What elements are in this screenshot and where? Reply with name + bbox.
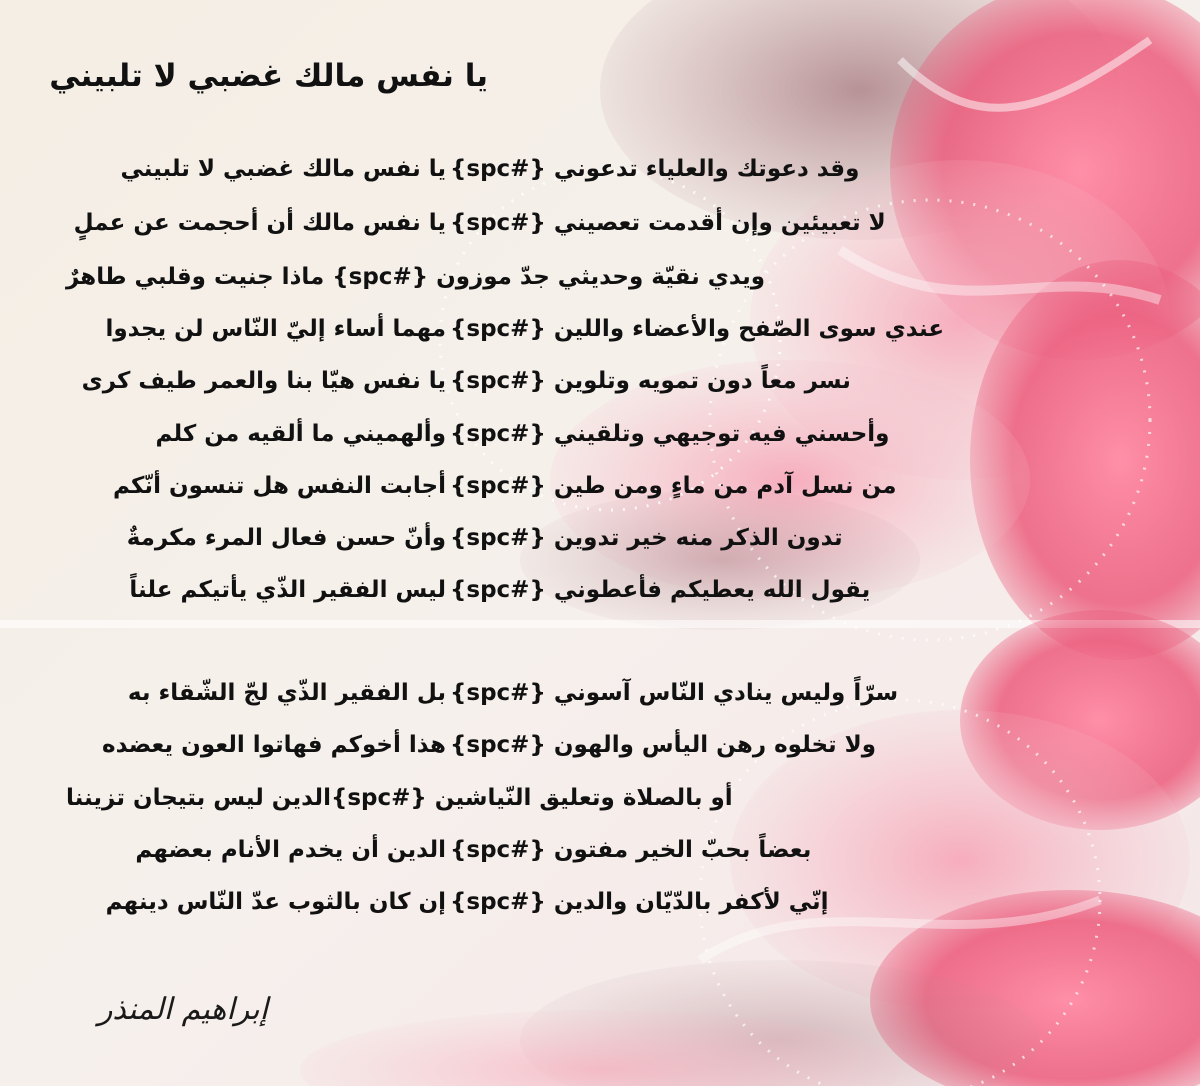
verse-first-hemistich: يقول الله يعطيكم فأعطوني {#spc} xyxy=(450,577,871,603)
verse-second-hemistich: وأنّ حسن فعال المرء مكرمةٌ xyxy=(126,525,446,551)
author-signature: إبراهيم المنذر xyxy=(97,992,268,1027)
verse-first-hemistich: إنّي لأكفر بالدّيّان والدين {#spc} xyxy=(450,889,829,915)
verse-first-hemistich: بعضاً بحبّ الخير مفتون {#spc} xyxy=(450,837,812,863)
verse-first-hemistich: تدون الذكر منه خير تدوين {#spc} xyxy=(450,525,843,551)
verse-first-hemistich: لا تعبيئين وإن أقدمت تعصيني {#spc} xyxy=(450,210,886,236)
verse-second-hemistich: يا نفس هيّا بنا والعمر طيف كرى xyxy=(81,368,446,394)
verse-full-line: ويدي نقيّة وحديثي جدّ موزون {#spc} ماذا جنيت وقلبي طاهرٌ xyxy=(66,264,766,290)
verse-first-hemistich: ولا تخلوه رهن اليأس والهون {#spc} xyxy=(450,732,877,758)
verse-first-hemistich: نسر معاً دون تمويه وتلوين {#spc} xyxy=(450,368,851,394)
poem-title: يا نفس مالك غضبي لا تلبيني xyxy=(49,58,488,94)
verse-second-hemistich: ليس الفقير الذّي يأتيكم علناً xyxy=(129,577,446,603)
verse-second-hemistich: أجابت النفس هل تنسون أنّكم xyxy=(113,473,446,499)
verse-second-hemistich: إن كان بالثوب عدّ النّاس دينهم xyxy=(105,889,446,915)
verse-second-hemistich: بل الفقير الذّي لجّ الشّقاء به xyxy=(127,680,446,706)
verse-second-hemistich: يا نفس مالك غضبي لا تلبيني xyxy=(120,156,446,182)
verse-first-hemistich: وأحسني فيه توجيهي وتلقيني {#spc} xyxy=(450,421,890,447)
verse-full-line: أو بالصلاة وتعليق النّياشين {#spc}الدين ليس بتيجان تزيننا xyxy=(66,785,733,811)
verse-first-hemistich: عندي سوى الصّفح والأعضاء واللين {#spc} xyxy=(450,316,945,342)
verse-first-hemistich: من نسل آدم من ماءٍ ومن طين {#spc} xyxy=(450,473,897,499)
verse-second-hemistich: وألهميني ما ألقيه من كلم xyxy=(155,421,446,447)
verse-first-hemistich: وقد دعوتك والعلياء تدعوني {#spc} xyxy=(450,156,860,182)
verse-second-hemistich: يا نفس مالك أن أحجمت عن عملٍ xyxy=(73,210,446,236)
verse-first-hemistich: سرّاً وليس ينادي النّاس آسوني {#spc} xyxy=(450,680,899,706)
verse-second-hemistich: هذا أخوكم فهاتوا العون يعضده xyxy=(102,732,446,758)
verse-second-hemistich: مهما أساء إليّ النّاس لن يجدوا xyxy=(105,316,446,342)
verse-second-hemistich: الدين أن يخدم الأنام بعضهم xyxy=(135,837,446,863)
